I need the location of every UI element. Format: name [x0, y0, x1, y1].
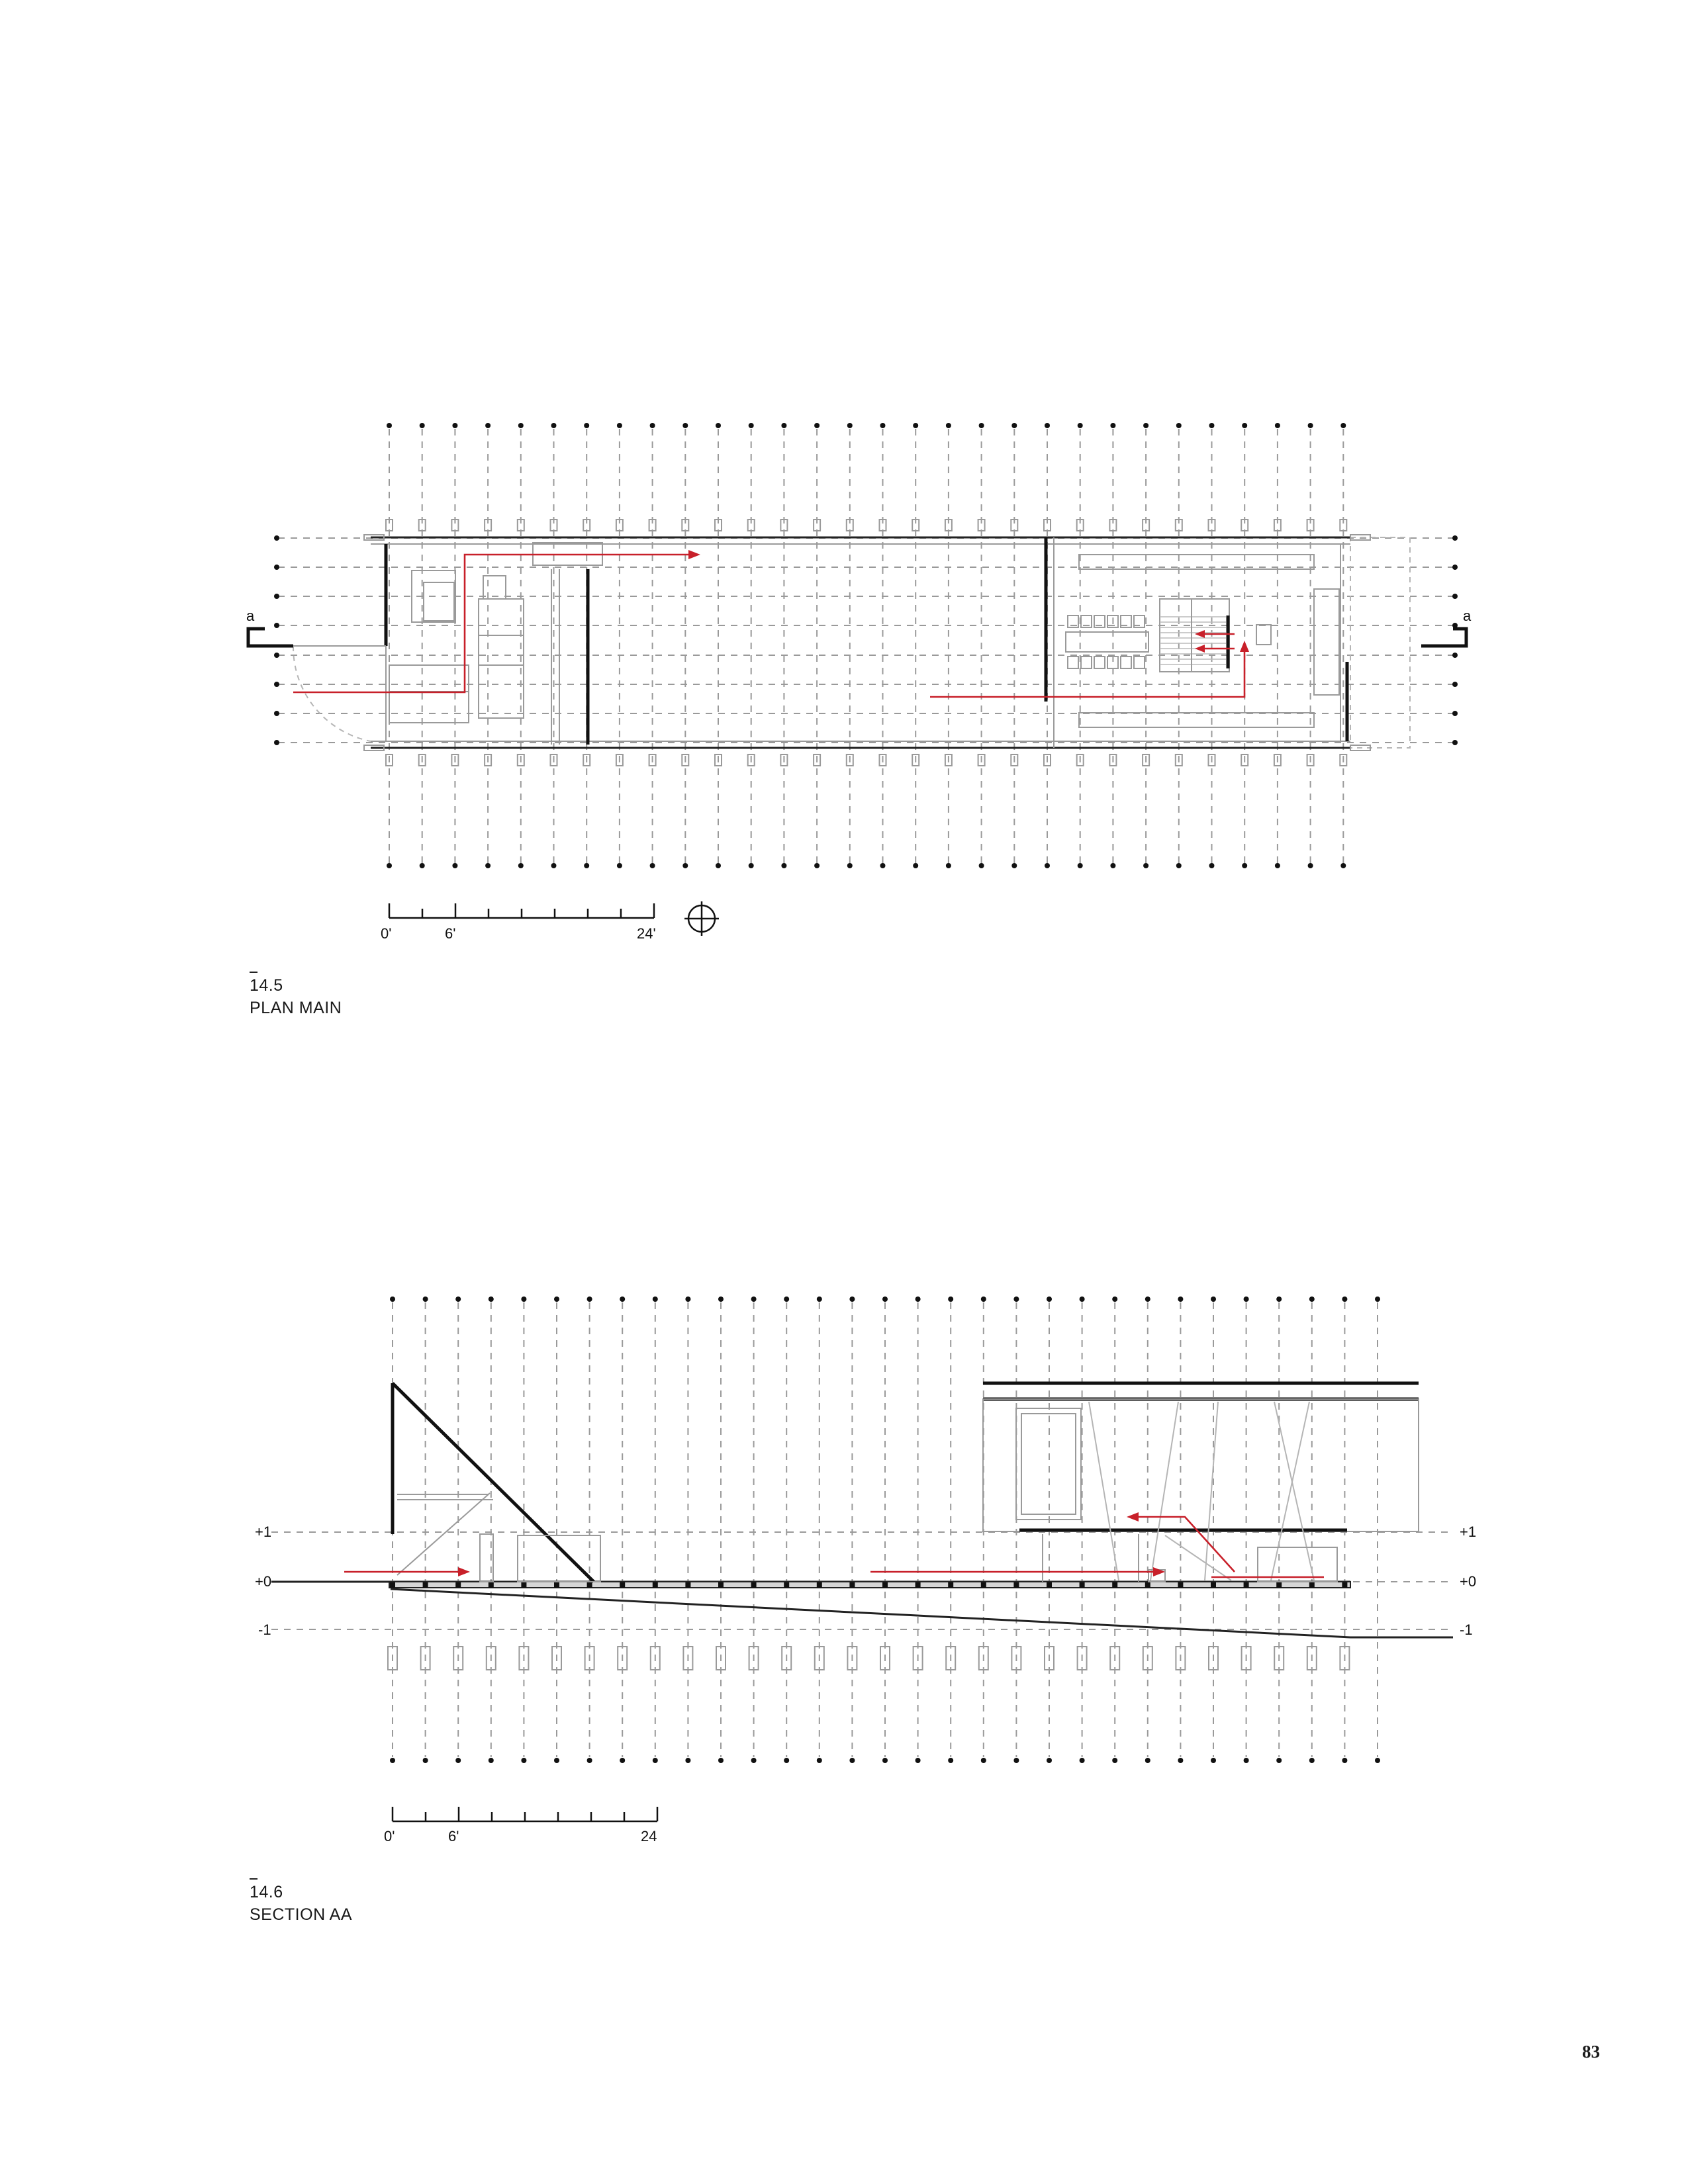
section-footing	[1244, 1582, 1249, 1588]
section-grid-dot	[1244, 1758, 1249, 1763]
section-footing	[1047, 1582, 1052, 1588]
section-grid-dot	[1112, 1758, 1117, 1763]
plan-section-marker-label-right: a	[1463, 608, 1472, 624]
plan-grid-dot	[716, 423, 721, 428]
plan-grid-dot	[617, 423, 622, 428]
plan-section-marker-left	[248, 629, 293, 646]
plan-grid-dot	[1209, 423, 1215, 428]
section-grid-dot	[1178, 1297, 1183, 1302]
plan-grid-dot	[551, 423, 557, 428]
section-grid-dot	[455, 1297, 461, 1302]
plan-grid-dot	[1176, 863, 1182, 868]
plan-title: PLAN MAIN	[250, 999, 342, 1017]
section-grid-dot	[1276, 1297, 1282, 1302]
section-scale-label-6: 6'	[448, 1828, 459, 1844]
plan-grid-dot	[749, 423, 754, 428]
section-footing	[1112, 1582, 1117, 1588]
section-figure-number: 14.6	[250, 1883, 283, 1901]
section-grid-dot	[521, 1758, 526, 1763]
plan-grid-dot	[1452, 535, 1458, 541]
plan-grid-dot	[682, 423, 688, 428]
section-footing	[1276, 1582, 1282, 1588]
section-footing	[751, 1582, 757, 1588]
section-footing	[1211, 1582, 1216, 1588]
section-grid-dot	[1276, 1758, 1282, 1763]
plan-grid-dot	[274, 740, 279, 745]
section-title: SECTION AA	[250, 1905, 353, 1924]
plan-grid-dot	[1242, 863, 1247, 868]
section-grid-dot	[882, 1758, 888, 1763]
section-grid-dot	[1178, 1758, 1183, 1763]
plan-grid-dot	[1452, 594, 1458, 599]
section-grid-dot	[1013, 1297, 1019, 1302]
plan-section-marker-label-left: a	[246, 608, 255, 624]
plan-grid-dot	[1011, 423, 1017, 428]
section-grid-dot	[390, 1758, 395, 1763]
plan-grid-dot	[814, 423, 820, 428]
plan-grid-dot	[781, 423, 786, 428]
plan-grid-dot	[274, 682, 279, 687]
plan-grid-dot	[1275, 423, 1280, 428]
plan-grid-dot	[913, 423, 918, 428]
plan-left-furniture	[389, 543, 602, 723]
section-grid-dot	[1309, 1297, 1315, 1302]
plan-grid-dot	[1011, 863, 1017, 868]
plan-grid-dot	[1209, 863, 1215, 868]
plan-grid-dot	[1143, 423, 1149, 428]
section-grid-dot	[489, 1297, 494, 1302]
section-footing	[718, 1582, 724, 1588]
plan-grid-dot	[682, 863, 688, 868]
section-grid-dot	[1309, 1758, 1315, 1763]
section-footing	[915, 1582, 921, 1588]
section-grid-dot	[423, 1758, 428, 1763]
section-grid-dot	[1145, 1758, 1150, 1763]
plan-grid-dot	[1045, 863, 1050, 868]
section-footing	[1342, 1582, 1347, 1588]
section-footing	[1080, 1582, 1085, 1588]
section-grid-dot	[1211, 1297, 1216, 1302]
section-footing	[587, 1582, 592, 1588]
plan-chair	[1081, 657, 1092, 668]
plan-grid-dot	[781, 863, 786, 868]
plan-grid-dot	[584, 863, 589, 868]
plan-right-furniture	[1066, 555, 1339, 727]
section-grid-dot	[1244, 1297, 1249, 1302]
plan-grid-dot	[1110, 863, 1115, 868]
plan-grid-dot	[1078, 863, 1083, 868]
plan-grid-dot	[274, 653, 279, 658]
plan-grid-dot	[1452, 740, 1458, 745]
plan-grid-dot	[420, 863, 425, 868]
section-grid-dot	[390, 1297, 395, 1302]
section-grid-dot	[653, 1297, 658, 1302]
plan-grid-dot	[1340, 423, 1346, 428]
plan-grid-dot	[1452, 711, 1458, 716]
section-scale-label-0: 0'	[384, 1828, 395, 1844]
section-level-label-right-minus1: -1	[1460, 1621, 1473, 1638]
plan-scale-label-6: 6'	[445, 925, 456, 942]
plan-caption	[250, 972, 342, 1019]
section-grid-dot	[1342, 1758, 1347, 1763]
section-grid-dot	[1013, 1758, 1019, 1763]
section-footing	[620, 1582, 625, 1588]
plan-grid-dot	[617, 863, 622, 868]
section-footing	[685, 1582, 690, 1588]
section-grid-dot	[554, 1297, 559, 1302]
plan-grid-dot	[1308, 423, 1313, 428]
section-grid-dot	[489, 1758, 494, 1763]
plan-grid-dot	[1452, 565, 1458, 570]
plan-grid-dot	[880, 423, 886, 428]
section-footing	[1178, 1582, 1183, 1588]
section-level-label-right-zero: +0	[1460, 1573, 1477, 1590]
section-grid-dot	[784, 1297, 789, 1302]
plan-grid-lines	[274, 423, 1458, 868]
plan-caption-rule	[250, 972, 258, 973]
plan-grid-dot	[847, 863, 853, 868]
section-footing	[653, 1582, 658, 1588]
section-grid-dot	[915, 1297, 921, 1302]
plan-grid-dot	[452, 863, 457, 868]
section-grid-dot	[849, 1297, 855, 1302]
section-grid-dot	[587, 1297, 592, 1302]
plan-grid-dot	[979, 863, 984, 868]
section-footing	[849, 1582, 855, 1588]
section-grid-dot	[882, 1297, 888, 1302]
section-right-structure	[983, 1383, 1419, 1582]
section-grid-dot	[653, 1758, 658, 1763]
plan-grid-dot	[814, 863, 820, 868]
section-grid-dot	[685, 1758, 690, 1763]
plan-main-drawing	[248, 423, 1466, 936]
section-ground-slab	[271, 1582, 1453, 1670]
section-grid-dot	[981, 1758, 986, 1763]
plan-grid-dot	[274, 594, 279, 599]
plan-grid-dot	[749, 863, 754, 868]
plan-grid-dot	[485, 863, 491, 868]
plan-grid-dot	[1452, 682, 1458, 687]
plan-scale-bar	[389, 903, 654, 918]
section-grid-dot	[948, 1297, 953, 1302]
section-footing	[521, 1582, 526, 1588]
section-grid-dot	[1211, 1758, 1216, 1763]
section-grid-dot	[751, 1758, 757, 1763]
plan-grid-dot	[1340, 863, 1346, 868]
section-footing	[390, 1582, 395, 1588]
section-grid-dot	[1112, 1297, 1117, 1302]
section-level-label-left-zero: +0	[255, 1573, 272, 1590]
plan-section-marker-right	[1421, 629, 1466, 646]
section-footing	[948, 1582, 953, 1588]
section-level-label-right-plus1: +1	[1460, 1524, 1477, 1540]
plan-grid-dot	[847, 423, 853, 428]
section-aa-drawing	[271, 1297, 1453, 1821]
plan-grid-dot	[1242, 423, 1247, 428]
plan-grid-dot	[1078, 423, 1083, 428]
plan-circulation-arrows	[293, 550, 1249, 697]
plan-grid-dot	[946, 423, 951, 428]
section-footing	[489, 1582, 494, 1588]
plan-chair	[1068, 657, 1078, 668]
section-grid-dot	[718, 1758, 724, 1763]
plan-figure-number: 14.5	[250, 976, 283, 995]
section-grid-dot	[817, 1758, 822, 1763]
plan-grid-dot	[1275, 863, 1280, 868]
north-arrow-icon	[684, 901, 719, 936]
plan-grid-dot	[420, 423, 425, 428]
section-grid-dot	[718, 1297, 724, 1302]
plan-grid-dot	[387, 863, 392, 868]
section-footing	[882, 1582, 888, 1588]
plan-grid-dot	[1045, 423, 1050, 428]
section-caption	[250, 1878, 352, 1926]
plan-grid-dot	[518, 423, 524, 428]
section-grid-dot	[1080, 1758, 1085, 1763]
section-grid-dot	[784, 1758, 789, 1763]
section-grid-dot	[1047, 1758, 1052, 1763]
section-grid-dot	[521, 1297, 526, 1302]
plan-grid-dot	[1110, 423, 1115, 428]
section-grid-dot	[554, 1758, 559, 1763]
section-level-label-left-minus1: -1	[258, 1621, 271, 1638]
plan-grid-dot	[387, 423, 392, 428]
plan-grid-dot	[485, 423, 491, 428]
section-grid-dot	[620, 1758, 625, 1763]
section-grid-dot	[981, 1297, 986, 1302]
plan-grid-dot	[913, 863, 918, 868]
section-caption-rule	[250, 1878, 258, 1880]
plan-building-outline	[293, 535, 1410, 751]
section-footing	[554, 1582, 559, 1588]
section-footing	[784, 1582, 789, 1588]
plan-grid-dot	[1176, 423, 1182, 428]
plan-scale-label-0: 0'	[381, 925, 392, 942]
section-grid-dot	[620, 1297, 625, 1302]
section-grid-dot	[1375, 1297, 1380, 1302]
section-grid-dot	[948, 1758, 953, 1763]
plan-grid-dot	[274, 711, 279, 716]
plan-grid-dot	[979, 423, 984, 428]
plan-chair	[1134, 657, 1145, 668]
plan-grid-dot	[1308, 863, 1313, 868]
section-level-label-left-plus1: +1	[255, 1524, 272, 1540]
section-footing	[423, 1582, 428, 1588]
section-grid-dot	[455, 1758, 461, 1763]
section-grid-dot	[915, 1758, 921, 1763]
section-grid-dot	[1047, 1297, 1052, 1302]
plan-chair	[1121, 657, 1131, 668]
section-grid-dot	[1375, 1758, 1380, 1763]
plan-grid-dot	[716, 863, 721, 868]
section-grid-dot	[587, 1758, 592, 1763]
section-footing	[1013, 1582, 1019, 1588]
plan-grid-dot	[880, 863, 886, 868]
section-footing	[1309, 1582, 1315, 1588]
section-footing	[455, 1582, 461, 1588]
plan-scale-label-24: 24'	[637, 925, 656, 942]
section-left-structure	[393, 1383, 600, 1582]
page-number: 83	[1582, 2042, 1600, 2062]
plan-grid-dot	[584, 423, 589, 428]
plan-grid-dot	[274, 535, 279, 541]
section-grid-dot	[685, 1297, 690, 1302]
section-footing	[981, 1582, 986, 1588]
section-grid-dot	[1145, 1297, 1150, 1302]
section-footing	[1145, 1582, 1150, 1588]
section-grid-dot	[423, 1297, 428, 1302]
section-scale-bar	[393, 1807, 657, 1821]
plan-grid-dot	[1143, 863, 1149, 868]
section-grid-dot	[1080, 1297, 1085, 1302]
plan-grid-dot	[946, 863, 951, 868]
plan-grid-dot	[274, 623, 279, 628]
plan-grid-dot	[518, 863, 524, 868]
plan-grid-dot	[551, 863, 557, 868]
plan-grid-dot	[452, 423, 457, 428]
plan-grid-dot	[650, 423, 655, 428]
section-grid-dot	[751, 1297, 757, 1302]
section-grid-dot	[849, 1758, 855, 1763]
section-grid-dot	[1342, 1297, 1347, 1302]
section-scale-label-24: 24	[641, 1828, 657, 1844]
plan-chair	[1094, 657, 1105, 668]
section-footing	[817, 1582, 822, 1588]
plan-grid-dot	[1452, 653, 1458, 658]
section-grid-dot	[817, 1297, 822, 1302]
plan-grid-dot	[650, 863, 655, 868]
plan-grid-dot	[274, 565, 279, 570]
